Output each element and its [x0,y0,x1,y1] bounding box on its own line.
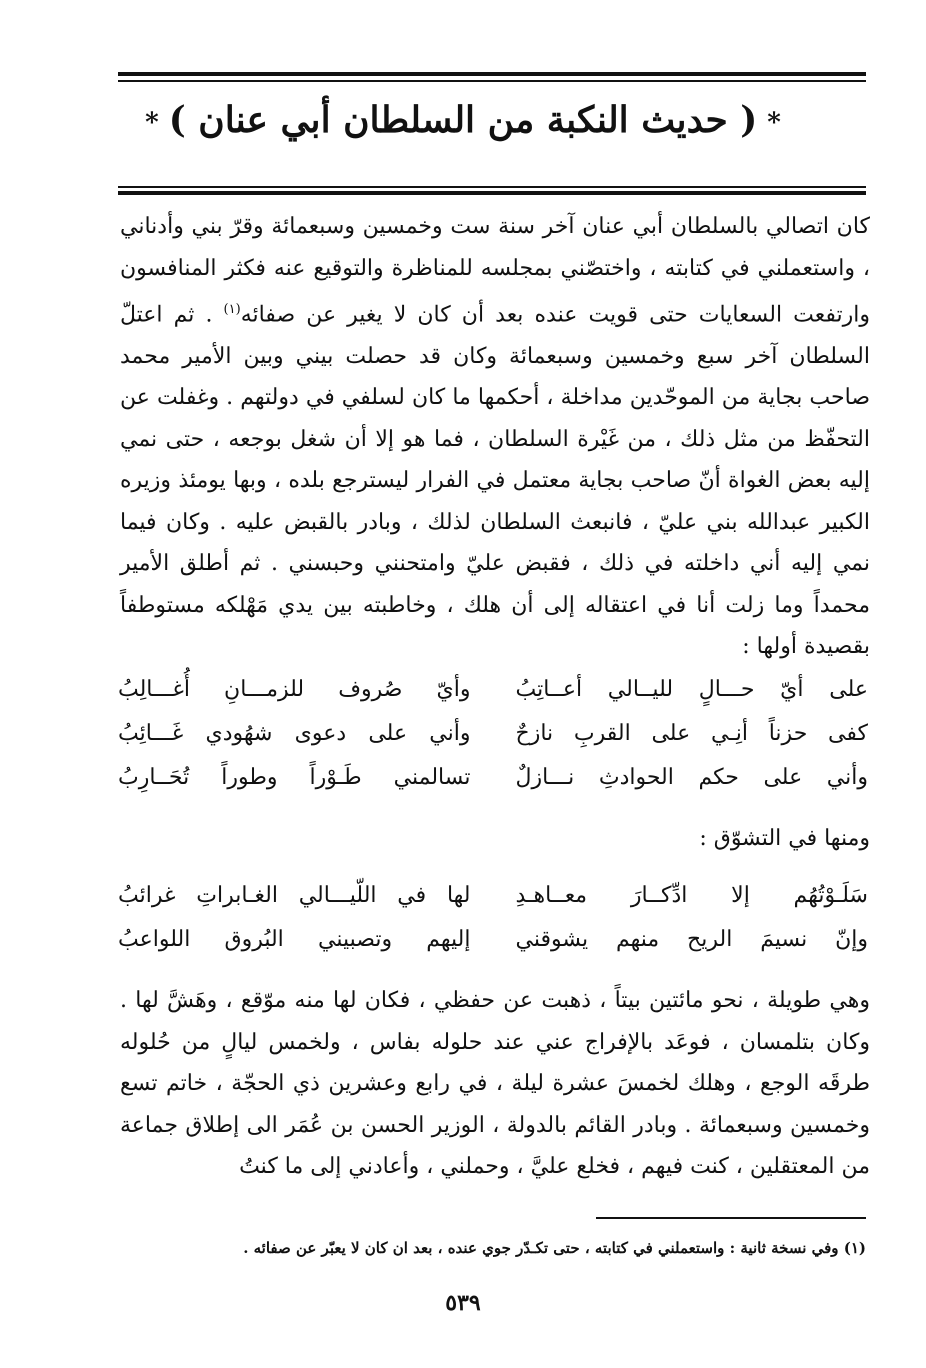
title-text: ( حديث النكبة من السلطان أبي عنان ) [168,99,758,141]
footnote-separator [596,1217,866,1219]
verse-first-hemistich: سَلَـوْتُهُم إلا ادِّكــارَ معــاهـدِ [515,883,868,908]
poem-2-verse [118,874,868,918]
verse-first-hemistich: كفى حزناً أنِـي على القربِ نازحٌ [515,721,868,746]
verse-second-hemistich: وأني على دعوى شهُودي غَـــائِبُ [118,721,471,746]
paragraph-1-text-continued: . ثم اعتلّ السلطان آخر سبع وخمسين وسبعمائة وكان قد حصلت بيني وبين الأمير محمد صاحب بجاية من الموحّدين مداخلة ، أحكمها ما كان لسلفي في دولتهم . وغفلت عن التحفّظ من مثل ذلك ، من غَيْرة السلطان ، فما هو إلا أن شغل بوجعه ، حتى نمي إليه بعض الغواة أنّ صاحب بجاية معتمل في الفرار ليسترجع بلده ، وبها يومئذ وزيره الكبير عبدالله بني عليّ ، فانبعث السلطان لذلك ، وبادر بالقبض عليه . وكان فيما نمي إليه أني داخلته في ذلك ، فقبض عليّ وامتحنني وحبسني . ثم أطلق الأمير محمداً وما زلت أنا في اعتقاله إلى أن هلك ، وخاطبته بين يدي مَهْلكه مستوطفاً بقصيدة أولها : [120,302,871,660]
page-number: ٥٣٩ [445,1290,481,1316]
verse-first-hemistich: وأني على حكم الحوادثِ نـــازلٌ [515,765,868,790]
verse-first-hemistich: على أيّ حـــالٍ لليــالي أعــاتِبُ [515,677,868,702]
poem-2-intro: ومنها في التشوّق : [699,826,870,851]
poem-1-verse [118,668,868,712]
paragraph-1 [120,206,870,668]
header-bottom-rule-thin [118,186,866,188]
footnote: (١) وفي نسخة ثانية : واستعملني في كتابته ، حتى تكـدّر جوي عنده ، بعد ان كان لا يعبّر عن صفائه . [243,1239,866,1257]
paragraph-2: وهي طويلة ، نحو مائتين بيتاً ، ذهبت عن حفظي ، فكان لها منه موّقع ، وهَشَّ لها . وكان بتلمسان ، فوعَد بالإفراج عني عند حلوله بفاس ، ولخمس ليالٍ من حُلوله طرقَه الوجع ، وهلك لخمسَ عشرة ليلة ، في رابع وعشرين ذي الحجّة ، خاتم تسع وخمسين وسبعمائة . وبادر القائم بالدولة ، الوزير الحسن بن عُمَر الى إطلاق جماعة من المعتقلين ، كنت فيهم ، فخلع عليَّ ، وحملني ، وأعادني إلى ما كنتُ [120,988,870,1179]
header-bottom-rule-thick [118,191,866,195]
header-top-rule-thin [118,80,866,82]
verse-second-hemistich: لها في اللّيـــالي الغـابراتِ غرائبُ [118,883,471,908]
verse-second-hemistich: تسالمني طَـوْراً وطوراً تُحَــارِبُ [118,765,471,790]
footnote-marker: (١) [223,302,241,317]
title-star-left: * [145,108,159,138]
poem-2 [118,874,868,962]
poem-1 [118,668,868,800]
verse-second-hemistich: وأيّ صُروف للزمـــانِ أُغـــالِبُ [118,677,471,702]
poem-1-verse [118,712,868,756]
verse-first-hemistich: وإنّ نسيمَ الريح منهم يشوقني [515,927,868,952]
verse-second-hemistich: إليهم وتصبيني البُروق اللواعبُ [118,927,471,952]
title-star-right: * [767,108,781,138]
poem-2-verse [118,918,868,962]
header-top-rule-thick [118,72,866,76]
poem-1-verse [118,756,868,800]
chapter-title [110,92,816,151]
paragraph-1-text: كان اتصالي بالسلطان أبي عنان آخر سنة ست وخمسين وسبعمائة وقرّ بني وأدناني ، واستعملني في كتابته ، واختصّني بمجلسه للمناظرة والتوقيع عنه فكثر المنافسون وارتفعت السعايات حتى قويت عنده بعد أن كان لا يغير عن صفائه [120,214,870,328]
